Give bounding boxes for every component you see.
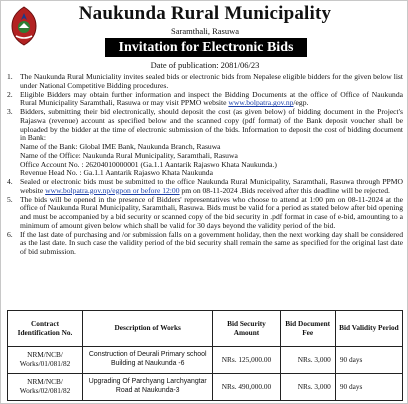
item-number: 1. bbox=[7, 72, 13, 81]
notice-item bbox=[7, 108, 403, 178]
ppmo-website-link[interactable]: www.bolpatra.gov.np bbox=[228, 98, 294, 108]
notice-item bbox=[7, 91, 403, 109]
item-text: If the last date of purchasing and /or submission falls on a government holiday, then the next working day shall be considered as the last date. In such case the validity period of the bid security shall remain the same as specified for the original last date of bid submission. bbox=[20, 229, 403, 256]
item-text: /egp. bbox=[293, 98, 309, 108]
table-row bbox=[8, 374, 403, 401]
item-text: The Naukunda Rural Municiality invites sealed bids or electronic bids from Nepalese eligible bidders for the given below list under National Competitive Bidding procedures. bbox=[20, 72, 403, 90]
item-number: 3. bbox=[7, 107, 13, 116]
item-number: 2. bbox=[7, 89, 13, 99]
header-contract-id: Contract Identification No. bbox=[8, 311, 83, 347]
bid-table bbox=[7, 310, 403, 401]
item-text: Eligible Bidders may obtain further information and inspect the Bidding Documents at the office of Office of Naukunda Rural Municipality Saramthali, Rasuwa or may visit PPMO website bbox=[20, 89, 403, 108]
validity-cell: 90 days bbox=[335, 347, 402, 374]
notice-item bbox=[7, 178, 403, 196]
security-amount-cell: NRs. 125,000.00 bbox=[213, 347, 280, 374]
header-document-fee: Bid Document Fee bbox=[280, 311, 335, 347]
bank-name: Name of the Bank: Global IME Bank, Naukunda Branch, Rasuwa bbox=[20, 142, 221, 151]
contract-id-cell: NRM/NCB/ Works/02/081/82 bbox=[8, 374, 83, 401]
notice-item bbox=[7, 196, 403, 231]
document-fee-cell: NRs. 3,000 bbox=[280, 347, 335, 374]
office-account: Office Account No. : 26204010000001 (Ga.1.1 Aantarik Rajaswo Khata Naukunda.) bbox=[20, 159, 277, 169]
municipality-title: Naukunda Rural Municipality bbox=[78, 3, 332, 24]
office-name: Name of the Office: Naukunda Rural Municipality, Saramthali, Rasuwa bbox=[20, 150, 238, 160]
item-number: 5. bbox=[7, 194, 13, 204]
item-text: The bids will be opened in the presence of Bidders' representatives who choose to attend at 1:00 pm on 08-11-2024 at the office of Naukunda Rural Municipality, Saramthali, Rasuwa. Bids must be valid for a period as stated below after bid opening and must be accompanied by a bid security or scanned copy of the bid security in .pdf format in case of e-bid, amounting to a minimum of amount given below which shall be valid for 30 days beyond the validity period of the bid. bbox=[20, 194, 403, 230]
item-text: Sealed or electronic bids must be submitted to the office Naukunda Rural Municipality, Saramthali, Rasuwa through PPMO website bbox=[20, 177, 403, 195]
notice-item bbox=[7, 73, 403, 91]
revenue-head: Revenue Head No. : Ga.1.1 Aantarik Rajaswo Khata Naukunda bbox=[20, 168, 213, 178]
publication-date: Date of publication: 2081/06/23 bbox=[150, 60, 260, 70]
notice-banner: Invitation for Electronic Bids bbox=[105, 38, 307, 57]
item-number: 4. bbox=[7, 177, 13, 186]
municipality-address: Saramthali, Rasuwa bbox=[171, 26, 239, 36]
description-cell: Construction of Deurali Primary school Building at Naukunda -6 bbox=[83, 347, 213, 374]
table-row bbox=[8, 347, 403, 374]
notice-item bbox=[7, 231, 403, 257]
security-amount-cell: NRs. 490,000.00 bbox=[213, 374, 280, 401]
ppmo-submission-link[interactable]: www.bolpatra.gov.np/egpon or before 12:00 bbox=[45, 185, 180, 195]
description-cell: Upgrading Of Parchyang Larchyangtar Road at Naukunda-3 bbox=[83, 374, 213, 401]
validity-cell: 90 days bbox=[335, 374, 402, 401]
contract-id-cell: NRM/NCB/ Works/01/081/82 bbox=[8, 347, 83, 374]
document-fee-cell: NRs. 3,000 bbox=[280, 374, 335, 401]
header-validity: Bid Validity Period bbox=[335, 311, 402, 347]
table-header-row bbox=[8, 311, 403, 347]
item-text: pm on 08-11-2024 .Bids received after this deadline will be rejected. bbox=[179, 185, 390, 195]
notice-items bbox=[7, 73, 403, 257]
header-description: Description of Works bbox=[83, 311, 213, 347]
item-number: 6. bbox=[7, 229, 13, 239]
header-bid-security: Bid Security Amount bbox=[213, 311, 280, 347]
item-text: Bidders, submitting their bid electronically, should deposit the cost (as given below) of bidding document in the Project's Rajaswa (revenue) account as specified below and the scanned copy (pdf format) of the Bank deposit voucher shall be uploaded by the bidder at the time of electronic submission of the bids. Information to deposit the cost of bidding document in Bank: bbox=[20, 107, 403, 143]
